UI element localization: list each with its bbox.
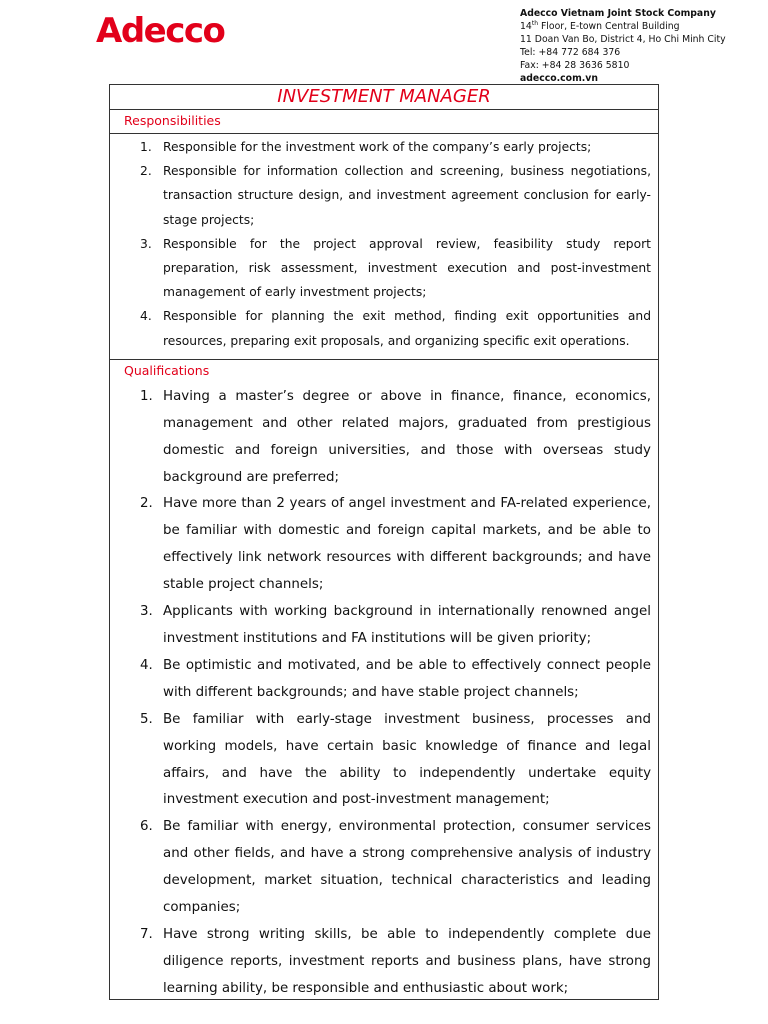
company-tel: Tel: +84 772 684 376 <box>520 47 621 58</box>
responsibilities-heading: Responsibilities <box>110 110 658 134</box>
item-number: 1. <box>140 140 152 154</box>
list-item <box>110 135 658 159</box>
floor-ordinal: th <box>531 20 538 27</box>
list-item <box>110 159 658 232</box>
qualifications-list <box>110 383 658 1003</box>
company-name: Adecco Vietnam Joint Stock Company <box>520 8 716 19</box>
item-text: Responsible for planning the exit method, finding exit opportunities and resources, preparing exit proposals, and organizing specific exit operations. <box>163 309 651 348</box>
item-text: Having a master’s degree or above in finance, finance, economics, management and other related majors, graduated from prestigious domestic and foreign universities, and those with overseas study background are preferred; <box>163 388 651 485</box>
item-number: 3. <box>140 604 153 620</box>
item-number: 2. <box>140 164 152 179</box>
list-item <box>110 707 658 815</box>
item-text: Have more than 2 years of angel investment and FA-related experience, be familiar with domestic and foreign capital markets, and be able to effectively link network resources with different backgrounds; and have stable project channels; <box>163 496 651 593</box>
company-website[interactable]: adecco.com.vn <box>520 73 598 84</box>
list-item <box>110 491 658 599</box>
item-number: 4. <box>140 657 153 673</box>
item-number: 2. <box>140 496 153 512</box>
company-floor <box>520 20 760 33</box>
item-number: 4. <box>140 309 152 324</box>
floor-number: 14 <box>520 21 532 32</box>
company-info <box>520 7 760 85</box>
item-text: Applicants with working background in internationally renowned angel investment institutions and FA institutions will be given priority; <box>163 604 651 646</box>
document-title: INVESTMENT MANAGER <box>110 85 658 110</box>
list-item <box>110 384 658 492</box>
floor-building: Floor, E-town Central Building <box>538 21 680 32</box>
list-item <box>110 814 658 922</box>
list-item <box>110 304 658 352</box>
item-text: Be familiar with energy, environmental protection, consumer services and other fields, and have a strong comprehensive analysis of industry development, market situation, technical characteristics and leading companies; <box>163 819 651 916</box>
qualifications-heading: Qualifications <box>110 359 658 383</box>
item-text: Responsible for the project approval review, feasibility study report preparation, risk assessment, investment execution and post-investment management of early investment projects; <box>163 236 651 300</box>
list-item <box>110 922 658 1003</box>
list-item <box>110 653 658 707</box>
item-number: 1. <box>140 388 153 404</box>
item-text: Be optimistic and motivated, and be able to effectively connect people with different backgrounds; and have stable project channels; <box>163 657 651 700</box>
list-item <box>110 232 658 305</box>
company-address: 11 Doan Van Bo, District 4, Ho Chi Minh City <box>520 34 726 45</box>
company-fax: Fax: +84 28 3636 5810 <box>520 60 630 71</box>
adecco-logo: Adecco <box>96 11 225 51</box>
responsibilities-list <box>110 134 658 359</box>
item-text: Have strong writing skills, be able to independently complete due diligence reports, investment reports and business plans, have strong learning ability, be responsible and enthusiastic about work; <box>163 926 651 996</box>
item-text: Responsible for the investment work of the company’s early projects; <box>163 140 592 154</box>
item-text: Be familiar with early-stage investment business, processes and working models, have certain basic knowledge of finance and legal affairs, and have the ability to independently undertake equity investment execution and post-investment management; <box>163 711 651 808</box>
list-item <box>110 599 658 653</box>
item-number: 5. <box>140 711 153 727</box>
job-description-table <box>109 84 659 1000</box>
item-number: 6. <box>140 819 153 835</box>
item-text: Responsible for information collection and screening, business negotiations, transaction structure design, and investment agreement conclusion for early-stage projects; <box>163 164 651 227</box>
item-number: 3. <box>140 236 152 251</box>
item-number: 7. <box>140 926 153 942</box>
